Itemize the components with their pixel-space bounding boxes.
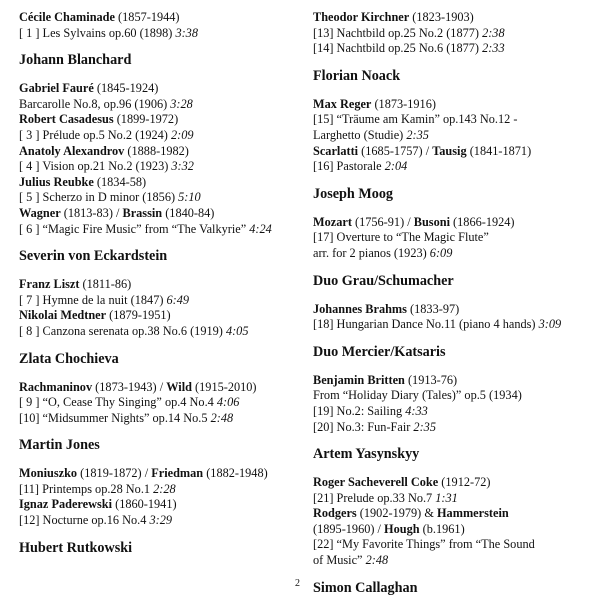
entry-text: (1857-1944) bbox=[114, 10, 180, 24]
performer-name: Duo Mercier/Katsaris bbox=[313, 343, 446, 360]
composer-line bbox=[19, 308, 311, 324]
entry-text: (1685-1757) / bbox=[358, 143, 433, 158]
entry-text: [ 6 ] “Magic Fire Music” from “The Valkyrie” bbox=[19, 221, 250, 236]
composer-line bbox=[19, 81, 311, 97]
entry-text: [ 5 ] Scherzo in D minor (1856) bbox=[19, 190, 179, 205]
composer-line bbox=[313, 97, 591, 113]
entry-text: (1833-97) bbox=[406, 301, 460, 316]
performer-name: Hubert Rutkowski bbox=[19, 539, 133, 556]
track-duration: 6:49 bbox=[166, 292, 190, 307]
entry-text: [13] Nachtbild op.25 No.2 (1877) bbox=[313, 25, 483, 40]
track-line bbox=[19, 324, 311, 340]
track-line bbox=[313, 522, 591, 538]
track-duration: 2:04 bbox=[384, 159, 408, 174]
track-duration: 3:09 bbox=[538, 317, 562, 332]
composer-name: Rachmaninov bbox=[19, 379, 93, 394]
track-line bbox=[19, 97, 311, 113]
composer-name: Max Reger bbox=[313, 96, 372, 111]
entry-text: [15] “Träume am Kamin” op.143 No.12 - bbox=[313, 112, 518, 127]
track-duration: 2:09 bbox=[170, 127, 194, 142]
track-duration: 2:33 bbox=[482, 41, 505, 56]
performer-name: Florian Noack bbox=[313, 67, 401, 84]
entry-text: (1845-1924) bbox=[93, 81, 159, 96]
composer-name: Mozart bbox=[313, 214, 352, 229]
track-line bbox=[313, 537, 591, 553]
track-duration: 1:31 bbox=[435, 490, 458, 505]
track-duration: 3:28 bbox=[170, 96, 193, 111]
composer-name: Gabriel Fauré bbox=[19, 81, 94, 96]
composer-line bbox=[313, 506, 591, 522]
composer-line bbox=[19, 380, 311, 396]
entry-text: [ 3 ] Prélude op.5 No.2 (1924) bbox=[19, 127, 171, 142]
composer-line bbox=[313, 10, 591, 26]
track-line bbox=[313, 553, 591, 569]
composer-line bbox=[313, 475, 591, 491]
composer-line bbox=[313, 373, 591, 389]
track-duration: 6:09 bbox=[429, 245, 453, 260]
composer-name: Moniuszko bbox=[19, 466, 78, 481]
performer-name: Zlata Chochieva bbox=[19, 350, 119, 367]
composer-name: Busoni bbox=[413, 214, 450, 229]
composer-name: Johannes Brahms bbox=[313, 301, 407, 316]
entry-text: From “Holiday Diary (Tales)” op.5 (1934) bbox=[313, 388, 522, 403]
track-duration: 3:29 bbox=[149, 513, 173, 528]
entry-text: (1895-1960) / bbox=[313, 521, 385, 536]
performer-name: Simon Callaghan bbox=[313, 579, 418, 596]
entry-text: [14] Nachtbild op.25 No.6 (1877) bbox=[313, 41, 483, 56]
entry-text: (1913-76) bbox=[404, 372, 458, 387]
composer-name: Friedman bbox=[151, 466, 204, 481]
track-line bbox=[19, 411, 311, 427]
entry-text: (1873-1916) bbox=[371, 96, 436, 111]
entry-text: (1841-1871) bbox=[466, 143, 532, 158]
entry-text: [20] No.3: Fun-Fair bbox=[313, 419, 414, 434]
composer-line bbox=[19, 466, 311, 482]
composer-name: Rodgers bbox=[313, 506, 357, 521]
track-line bbox=[313, 491, 591, 507]
performer-name: Johann Blanchard bbox=[19, 52, 132, 69]
left-column bbox=[19, 10, 311, 569]
composer-name: Nikolai Medtner bbox=[19, 308, 107, 323]
entry-text: Larghetto (Studie) bbox=[313, 127, 407, 142]
entry-text: (1819-1872) / bbox=[77, 466, 152, 481]
track-duration: 2:38 bbox=[482, 25, 505, 40]
entry-text: [18] Hungarian Dance No.11 (piano 4 hands) bbox=[313, 317, 539, 332]
performer-name: Martin Jones bbox=[19, 437, 100, 454]
track-line bbox=[19, 293, 311, 309]
composer-line bbox=[19, 10, 311, 26]
entry-text: [10] “Midsummer Nights” op.14 No.5 bbox=[19, 410, 211, 425]
entry-text: arr. for 2 pianos (1923) bbox=[313, 245, 430, 260]
track-line bbox=[313, 159, 591, 175]
track-duration: 3:32 bbox=[171, 159, 194, 174]
track-duration: 2:48 bbox=[210, 410, 234, 425]
composer-line bbox=[19, 497, 311, 513]
composer-name: Roger Sacheverell Coke bbox=[313, 475, 439, 490]
composer-name: Ignaz Paderewski bbox=[19, 497, 113, 512]
composer-name: Tausig bbox=[432, 143, 467, 158]
entry-text: (1811-86) bbox=[79, 277, 132, 292]
entry-text: Barcarolle No.8, op.96 (1906) bbox=[19, 96, 171, 111]
entry-text: (1902-1979) & bbox=[356, 506, 437, 521]
track-duration: 2:48 bbox=[365, 553, 389, 568]
track-line bbox=[313, 246, 591, 262]
entry-text: (1813-83) / bbox=[60, 205, 123, 220]
track-duration: 2:28 bbox=[153, 481, 176, 496]
entry-text: [19] No.2: Sailing bbox=[313, 403, 406, 418]
composer-name: Julius Reubke bbox=[19, 174, 94, 189]
performer-name: Joseph Moog bbox=[313, 185, 394, 202]
track-line bbox=[19, 26, 311, 42]
track-line bbox=[19, 482, 311, 498]
track-line bbox=[313, 41, 591, 57]
performer-name: Severin von Eckardstein bbox=[19, 248, 168, 265]
entry-text: of Music” bbox=[313, 553, 366, 568]
entry-text: [ 9 ] “O, Cease Thy Singing” op.4 No.4 bbox=[19, 395, 217, 410]
entry-text: (1915-2010) bbox=[191, 379, 257, 394]
composer-line bbox=[19, 175, 311, 191]
composer-name: Brassin bbox=[122, 205, 163, 220]
track-line bbox=[313, 230, 591, 246]
entry-text: [ 4 ] Vision op.21 No.2 (1923) bbox=[19, 159, 172, 174]
composer-line bbox=[313, 144, 591, 160]
composer-name: Benjamin Britten bbox=[313, 372, 405, 387]
entry-text: (1879-1951) bbox=[106, 308, 171, 323]
track-duration: 5:10 bbox=[178, 190, 201, 205]
entry-text: [ 1 ] Les Sylvains op.60 (1898) bbox=[19, 25, 176, 40]
composer-name: Franz Liszt bbox=[19, 277, 80, 292]
entry-text: (1834-58) bbox=[93, 174, 147, 189]
composer-line bbox=[313, 215, 591, 231]
track-line bbox=[313, 404, 591, 420]
entry-text: [17] Overture to “The Magic Flute” bbox=[313, 230, 489, 245]
track-line bbox=[19, 128, 311, 144]
track-line bbox=[19, 395, 311, 411]
entry-text: (b.1961) bbox=[419, 521, 465, 536]
track-line bbox=[313, 112, 591, 128]
entry-text: [16] Pastorale bbox=[313, 159, 385, 174]
track-line bbox=[313, 128, 591, 144]
composer-name: Theodor Kirchner bbox=[313, 10, 410, 24]
entry-text: (1888-1982) bbox=[124, 143, 189, 158]
composer-name: Wagner bbox=[19, 205, 61, 220]
composer-line bbox=[313, 302, 591, 318]
entry-text: (1860-1941) bbox=[112, 497, 177, 512]
composer-name: Scarlatti bbox=[313, 143, 359, 158]
track-line bbox=[19, 222, 311, 238]
composer-line bbox=[19, 112, 311, 128]
entry-text: (1873-1943) / bbox=[92, 379, 167, 394]
composer-name: Cécile Chaminade bbox=[19, 10, 115, 24]
composer-name: Robert Casadesus bbox=[19, 112, 114, 127]
track-line bbox=[313, 26, 591, 42]
track-duration: 3:38 bbox=[175, 25, 198, 40]
track-duration: 4:33 bbox=[405, 403, 428, 418]
entry-text: [ 8 ] Canzona serenata op.38 No.6 (1919) bbox=[19, 323, 226, 338]
track-duration: 4:05 bbox=[225, 323, 249, 338]
track-line bbox=[313, 317, 591, 333]
composer-name: Anatoly Alexandrov bbox=[19, 143, 125, 158]
track-duration: 2:35 bbox=[406, 127, 429, 142]
composer-line bbox=[19, 144, 311, 160]
track-duration: 2:35 bbox=[413, 419, 436, 434]
composer-line bbox=[19, 206, 311, 222]
track-line bbox=[19, 190, 311, 206]
entry-text: [11] Printemps op.28 No.1 bbox=[19, 481, 154, 496]
composer-line bbox=[19, 277, 311, 293]
composer-name: Wild bbox=[166, 379, 192, 394]
composer-name: Hammerstein bbox=[436, 506, 509, 521]
entry-text: [ 7 ] Hymne de la nuit (1847) bbox=[19, 292, 167, 307]
entry-text: [12] Nocturne op.16 No.4 bbox=[19, 513, 150, 528]
entry-text: (1882-1948) bbox=[203, 466, 268, 481]
entry-text: (1912-72) bbox=[438, 475, 491, 490]
composer-name: Hough bbox=[384, 521, 420, 536]
track-line bbox=[19, 513, 311, 529]
right-column bbox=[313, 10, 591, 609]
entry-text: (1899-1972) bbox=[113, 112, 179, 127]
entry-text: [21] Prelude op.33 No.7 bbox=[313, 490, 436, 505]
performer-name: Artem Yasynskyy bbox=[313, 446, 420, 463]
entry-text: (1866-1924) bbox=[449, 214, 515, 229]
performer-name: Duo Grau/Schumacher bbox=[313, 272, 454, 289]
track-line bbox=[19, 159, 311, 175]
entry-text: [22] “My Favorite Things” from “The Sound bbox=[313, 537, 535, 552]
entry-text: (1840-84) bbox=[162, 205, 215, 220]
entry-text: (1756-91) / bbox=[351, 214, 414, 229]
track-duration: 4:24 bbox=[249, 221, 272, 236]
track-line bbox=[313, 420, 591, 436]
track-duration: 4:06 bbox=[216, 395, 240, 410]
entry-text: (1823-1903) bbox=[409, 10, 474, 24]
page-number: 2 bbox=[295, 578, 300, 589]
track-line bbox=[313, 388, 591, 404]
